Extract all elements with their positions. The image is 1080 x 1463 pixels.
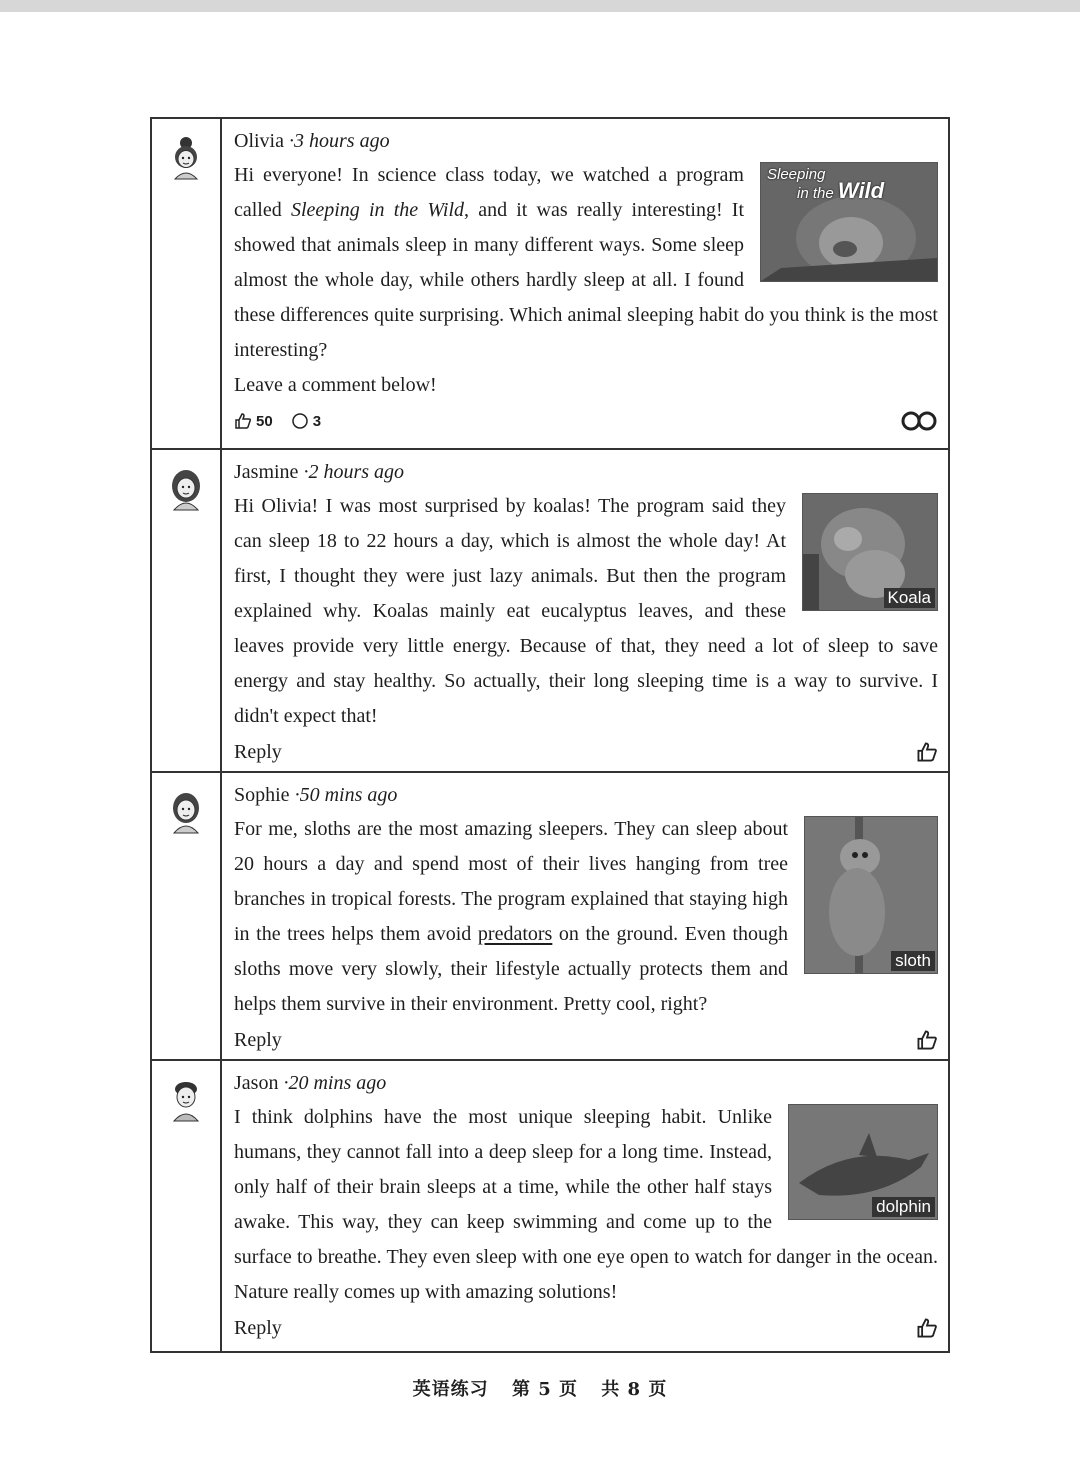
thumbs-up-icon[interactable] [916, 1029, 938, 1051]
image-label: sloth [891, 951, 935, 971]
post-footer [234, 734, 938, 770]
post-body: For me, sloths are the most amazing sleepers. They can sleep about 20 hours a day and spend most of their lives hanging from tree branches in tropical forests. The program explained that staying high in the trees helps them avoid predators on the ground. Even though sloths move very slowly, their lifestyle actually protects them and helps them survive in their environment. Pretty cool, right? [234, 818, 788, 1015]
discussion-board [150, 117, 950, 1353]
reply-link[interactable]: Reply [234, 1028, 282, 1051]
post-time: ·3 hours ago [289, 130, 390, 152]
dolphin-image [788, 1104, 938, 1220]
comment-count[interactable]: 3 [291, 412, 321, 430]
koala-image [802, 493, 938, 611]
author-name: Sophie [234, 784, 290, 806]
thumbs-up-icon[interactable] [916, 741, 938, 763]
post-content [222, 773, 948, 1059]
post-time: ·2 hours ago [303, 461, 405, 483]
post-body: I think dolphins have the most unique sleeping habit. Unlike humans, they cannot fall into a deep sleep for a long time. Instead, only half of their brain sleeps at a time, while the other half stays awake. This way, they can keep swimming and come up to the surface to breathe. They even sleep with one eye open to watch for danger in the ocean. Nature really comes up with amazing solutions! [234, 1106, 938, 1303]
more-options-icon[interactable] [900, 410, 938, 432]
post-content [222, 1061, 948, 1351]
post-sophie [152, 771, 948, 1059]
post-header [234, 127, 938, 155]
post-header [234, 458, 938, 486]
author-name: Olivia [234, 130, 284, 152]
girl-avatar-icon [169, 466, 203, 512]
program-title-overlay: Sleeping in the Wild [767, 166, 885, 203]
post-footer [234, 1022, 938, 1058]
post-body: Hi everyone! In science class today, we watched a program called Sleeping in the Wild, and it was really interesting! It showed that animals sleep in many different ways. Some sleep almost the whole day, while others hardly sleep at all. I found these differences quite surprising. Which animal sleeping habit do you think is the most interesting? [234, 164, 938, 361]
avatar-cell [152, 119, 222, 448]
page-number: 第 5 页 [511, 1379, 578, 1400]
post-footer [234, 1310, 938, 1346]
like-count[interactable]: 50 [234, 412, 273, 430]
post-closing: Leave a comment below! [234, 374, 437, 396]
thumbs-up-icon[interactable] [916, 1317, 938, 1339]
top-scan-edge [0, 0, 1080, 12]
image-label: Koala [884, 588, 935, 608]
image-label: dolphin [872, 1197, 935, 1217]
post-jasmine [152, 448, 948, 771]
girl-avatar-icon [169, 789, 203, 835]
reply-link[interactable]: Reply [234, 1316, 282, 1339]
reply-link[interactable]: Reply [234, 740, 282, 763]
girl-avatar-icon [169, 135, 203, 181]
post-footer [234, 403, 938, 439]
page-total: 共 8 页 [601, 1379, 668, 1400]
avatar-cell [152, 450, 222, 771]
avatar-cell [152, 773, 222, 1059]
thumbs-up-icon [234, 412, 252, 430]
page-footer [0, 1375, 1080, 1401]
sloth-image [804, 816, 938, 974]
author-name: Jasmine [234, 461, 299, 483]
post-time: ·20 mins ago [283, 1072, 387, 1094]
comment-bubble-icon [291, 412, 309, 430]
boy-avatar-icon [169, 1077, 203, 1123]
underlined-word: predators [477, 923, 553, 945]
post-content [222, 450, 948, 771]
post-body: Hi Olivia! I was most surprised by koalas! The program said they can sleep 18 to 22 hours a day, which is almost the whole day! At first, I thought they were just lazy animals. But then the program explained why. Koalas mainly eat eucalyptus leaves, and these leaves provide very little energy. Because of that, they need a lot of sleep to save energy and stay healthy. So actually, their long sleeping time is a way to survive. I didn't expect that! [234, 495, 938, 727]
post-header [234, 1069, 938, 1097]
author-name: Jason [234, 1072, 279, 1094]
avatar-cell [152, 1061, 222, 1351]
post-content [222, 119, 948, 448]
program-image [760, 162, 938, 282]
post-jason [152, 1059, 948, 1351]
post-header [234, 781, 938, 809]
post-olivia [152, 119, 948, 448]
subject-label: 英语练习 [412, 1379, 489, 1400]
post-time: ·50 mins ago [294, 784, 398, 806]
sloth-photo [805, 817, 937, 973]
